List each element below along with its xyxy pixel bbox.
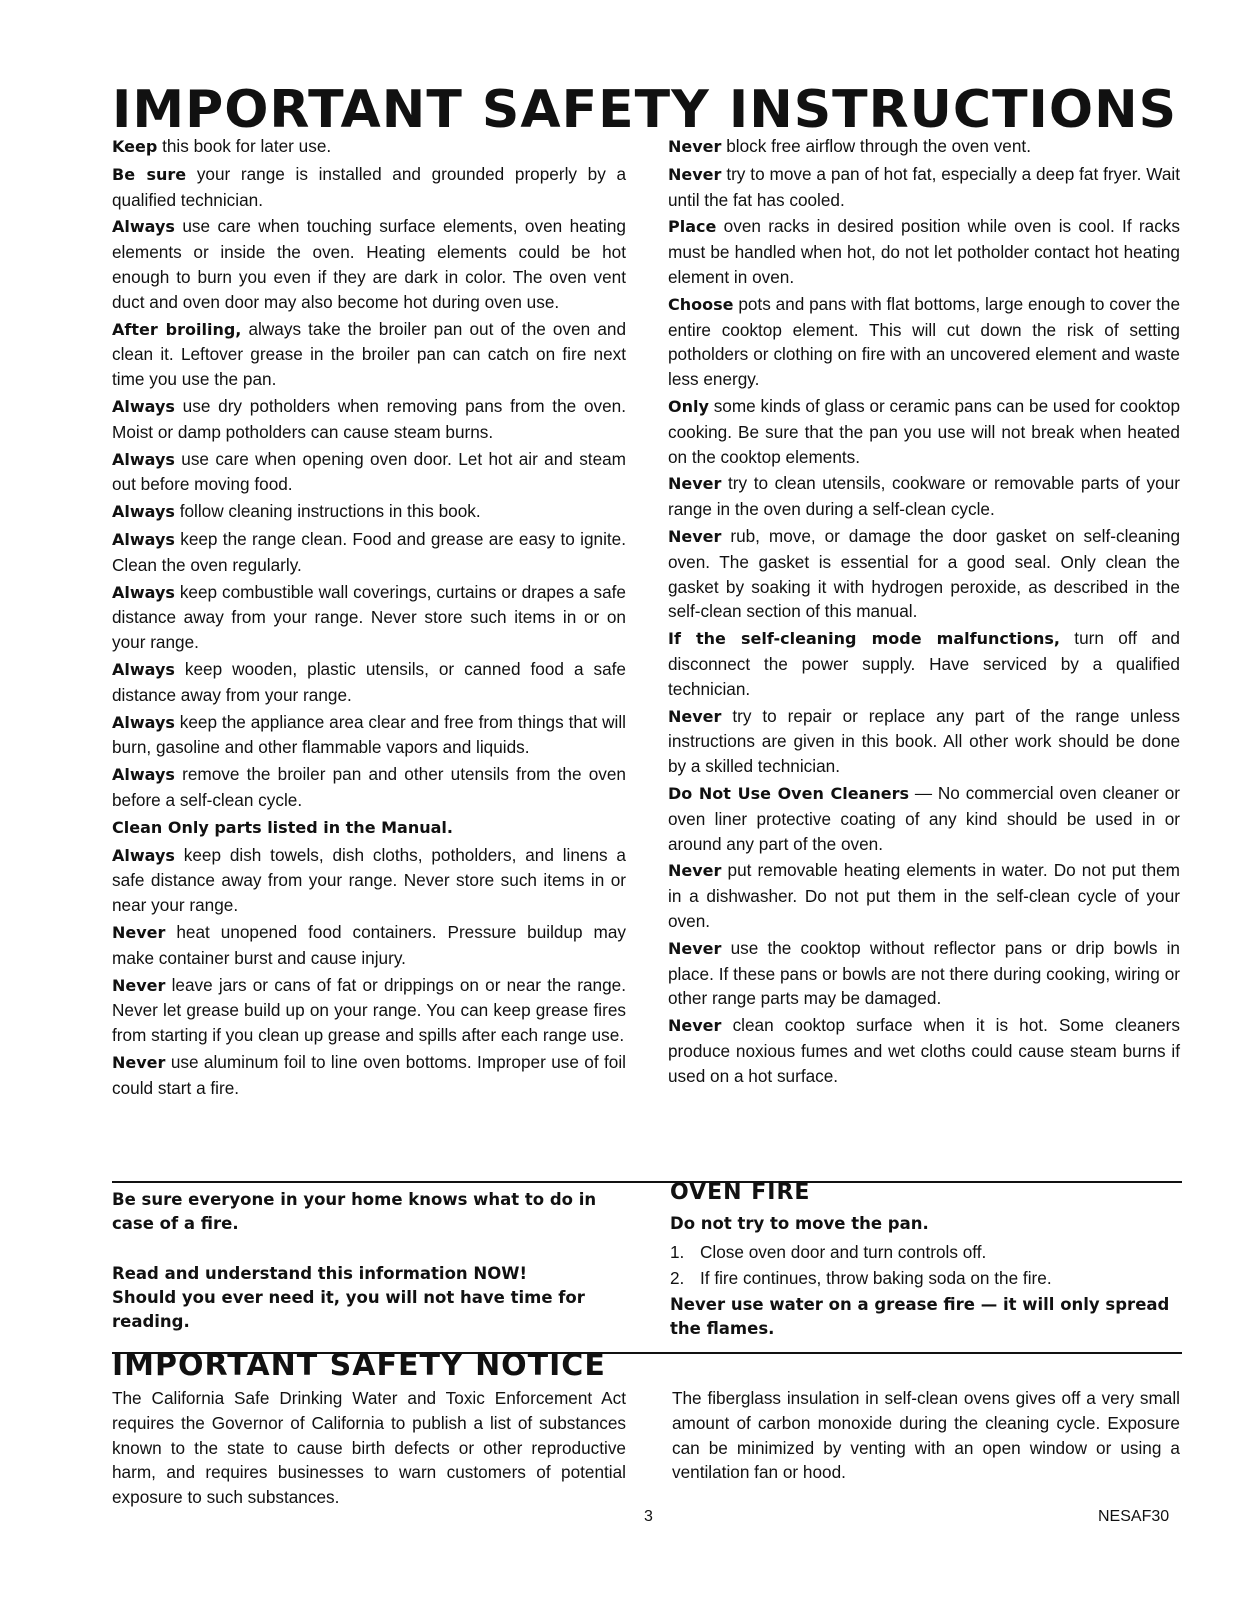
instruction-text: follow cleaning instructions in this book. (179, 501, 481, 522)
instruction-text: keep the range clean. Food and grease are easy to ignite. Clean the oven regularly. (112, 528, 626, 575)
instruction-lead: Never (668, 706, 722, 726)
instruction-lead: Never (668, 526, 722, 546)
instruction-lead: Always (112, 529, 175, 549)
instruction-text: use dry potholders when removing pans from the oven. Moist or damp potholders can cause steam burns. (112, 395, 626, 442)
fiberglass-notice-text: The fiberglass insulation in self-clean ovens gives off a very small amount of carbon monoxide during the cleaning cycle. Exposure can be minimized by venting with an open window or using a ventilation fan or hood. (672, 1388, 1180, 1483)
oven-fire-step: 1. Close oven door and turn controls off. (670, 1242, 987, 1262)
instruction-item (668, 394, 1180, 469)
instruction-item (112, 843, 626, 918)
instruction-lead: Never (112, 975, 166, 995)
instruction-item (112, 214, 626, 314)
instruction-text: heat unopened food containers. Pressure buildup may make container burst and cause injury. (112, 921, 626, 968)
instruction-item (668, 936, 1180, 1011)
document-code: NESAF30 (1098, 1508, 1170, 1525)
instruction-text: leave jars or cans of fat or drippings on or near the range. Never let grease build up on your range. You can keep grease fires from starting if you clean up grease and spills after each range use. (112, 974, 627, 1046)
instruction-text: use care when opening oven door. Let hot air and steam out before moving food. (112, 448, 626, 495)
instruction-text: use care when touching surface elements, oven heating elements or inside the oven. Heating elements could be hot enough to burn you even if they are dark in color. The oven vent duct and oven door may also become hot during oven use. (112, 216, 626, 312)
instruction-text: keep the appliance area clear and free from things that will burn, gasoline and other flammable vapors and liquids. (112, 711, 626, 758)
instruction-lead: If the self-cleaning mode malfunctions, (668, 629, 1060, 649)
read-now-line: Read and understand this information NOW! (112, 1264, 527, 1283)
safety-notice-title: IMPORTANT SAFETY NOTICE (112, 1348, 606, 1383)
instruction-item (668, 626, 1180, 701)
instruction-text: keep dish towels, dish cloths, potholders, and linens a safe distance away from your range. Never store such items in or near your range. (112, 844, 626, 916)
instruction-lead: Always (112, 449, 175, 469)
instruction-text: use aluminum foil to line oven bottoms. Improper use of foil could start a fire. (112, 1051, 626, 1098)
oven-fire-heading: OVEN FIRE (670, 1180, 811, 1205)
instruction-text: put removable heating elements in water. Do not put them in a dishwasher. Do not put them in the self-clean cycle of your oven. (668, 860, 1181, 931)
instruction-lead: Always (112, 217, 175, 237)
instruction-lead: After broiling, (112, 319, 242, 339)
instruction-item (112, 973, 626, 1048)
instruction-lead: Do Not Use Oven Cleaners (668, 783, 910, 803)
instruction-item (112, 1050, 626, 1101)
instruction-lead: Always (112, 845, 175, 865)
instruction-item (112, 317, 626, 392)
instruction-lead: Always (112, 765, 175, 785)
instruction-text: keep wooden, plastic utensils, or canned food a safe distance away from your range. (112, 658, 626, 705)
instruction-text: clean cooktop surface when it is hot. Some cleaners produce noxious fumes and wet cloths could cause steam burns if used on a hot surface. (668, 1015, 1181, 1086)
instruction-item (112, 134, 626, 160)
instruction-item (112, 527, 626, 578)
oven-fire-step: 2. If fire continues, throw baking soda on the fire. (670, 1268, 1052, 1288)
instruction-item (668, 858, 1180, 933)
fire-readiness-note: Be sure everyone in your home knows what to do in case of a fire. (112, 1190, 597, 1233)
instruction-text: keep combustible wall coverings, curtains or drapes a safe distance away from your range. Never store such items in or on your range. (112, 581, 626, 653)
instruction-text: turn off and disconnect the power supply. Have serviced by a qualified technician. (668, 628, 1180, 699)
instruction-lead: Never (668, 164, 722, 184)
instruction-text: — No commercial oven cleaner or oven liner protective coating of any kind should be used in or around any part of the oven. (668, 782, 1180, 854)
instruction-text: try to clean utensils, cookware or removable parts of your range in the oven during a self-clean cycle. (668, 473, 1180, 520)
instruction-item (668, 704, 1180, 779)
grease-fire-warning: Never use water on a grease fire — it will only spread the flames. (670, 1295, 1170, 1338)
california-notice (112, 1386, 626, 1510)
instruction-text: some kinds of glass or ceramic pans can be used for cooktop cooking. Be sure that the pan you use will not break when heated on the cooktop elements. (668, 395, 1180, 467)
instruction-text: rub, move, or damage the door gasket on self-cleaning oven. The gasket is essential for a good seal. Only clean the gasket by soaking it with hydrogen peroxide, as described in the self-clean section of this manual. (668, 525, 1181, 622)
instruction-text: always take the broiler pan out of the oven and clean it. Leftover grease in the broiler pan can catch on fire next time you use the pan. (112, 318, 627, 390)
instruction-lead: Always (112, 502, 175, 522)
instruction-item (112, 710, 626, 761)
oven-fire-steps (670, 1239, 1182, 1291)
oven-fire-section (670, 1178, 1182, 1341)
instruction-lead: Always (112, 396, 175, 416)
instruction-item (112, 580, 626, 655)
page-number: 3 (644, 1508, 653, 1525)
instruction-text: remove the broiler pan and other utensils from the oven before a self-clean cycle. (112, 764, 626, 810)
instruction-item (668, 471, 1180, 522)
instruction-item (112, 920, 626, 971)
no-time-line: Should you ever need it, you will not have time for reading. (112, 1288, 585, 1331)
instruction-text: block free airflow through the oven vent. (726, 136, 1031, 156)
left-instructions-column (112, 134, 626, 1102)
read-now-note (112, 1262, 632, 1334)
fiberglass-notice (672, 1386, 1180, 1485)
instruction-text: try to move a pan of hot fat, especially a deep fat fryer. Wait until the fat has cooled. (668, 163, 1180, 210)
instruction-item (668, 781, 1180, 856)
instruction-lead: Place (668, 217, 717, 237)
instruction-item (112, 162, 626, 213)
instruction-lead: Never (668, 137, 722, 156)
instruction-item (668, 134, 1180, 160)
instruction-item (112, 394, 626, 445)
instruction-item (112, 762, 626, 813)
instruction-item (112, 815, 626, 841)
instruction-text: oven racks in desired position while oven is cool. If racks must be handled when hot, do not let potholder contact hot heating element in oven. (668, 216, 1180, 287)
instruction-text: this book for later use. (162, 136, 332, 156)
instruction-lead: Keep (112, 137, 158, 156)
instruction-item (668, 524, 1180, 624)
instruction-text: use the cooktop without reflector pans or drip bowls in place. If these pans or bowls are not there during cooking, wiring or other range parts may be damaged. (668, 937, 1180, 1009)
page-title: IMPORTANT SAFETY INSTRUCTIONS (112, 80, 1178, 140)
instruction-lead: Always (112, 712, 175, 732)
instruction-item (668, 162, 1180, 213)
instruction-item (112, 657, 626, 708)
oven-fire-subheading: Do not try to move the pan. (670, 1214, 929, 1233)
instruction-lead: Never (668, 861, 722, 881)
right-instructions-column (668, 134, 1180, 1090)
instruction-lead: Never (668, 474, 722, 494)
instruction-lead: Only (668, 396, 709, 416)
instruction-lead: Never (668, 1016, 722, 1036)
instruction-item (668, 1013, 1180, 1088)
california-notice-text: The California Safe Drinking Water and Toxic Enforcement Act requires the Governor of California to publish a list of substances known to the state to cause birth defects or other reproductive harm, and requires businesses to warn customers of potential exposure to such substances. (112, 1388, 626, 1508)
instruction-text: your range is installed and grounded properly by a qualified technician. (112, 163, 626, 210)
instruction-item (112, 499, 626, 525)
instruction-item (668, 214, 1180, 289)
instruction-lead: Never (668, 938, 722, 958)
instruction-text: try to repair or replace any part of the range unless instructions are given in this book. All other work should be done by a skilled technician. (668, 705, 1180, 777)
instruction-item (668, 292, 1180, 392)
instruction-text: pots and pans with flat bottoms, large enough to cover the entire cooktop element. This will cut down the risk of setting potholders or clothing on fire with an uncovered element and waste less energy. (668, 293, 1181, 390)
instruction-item (112, 447, 626, 498)
instruction-lead: Choose (668, 294, 734, 314)
instruction-lead: Never (112, 1052, 166, 1072)
instruction-lead: Always (112, 659, 175, 679)
instruction-lead: Always (112, 582, 175, 602)
instruction-lead: Be sure (112, 164, 187, 184)
instruction-lead: Clean Only parts listed in the Manual. (112, 817, 453, 837)
instruction-lead: Never (112, 922, 166, 942)
